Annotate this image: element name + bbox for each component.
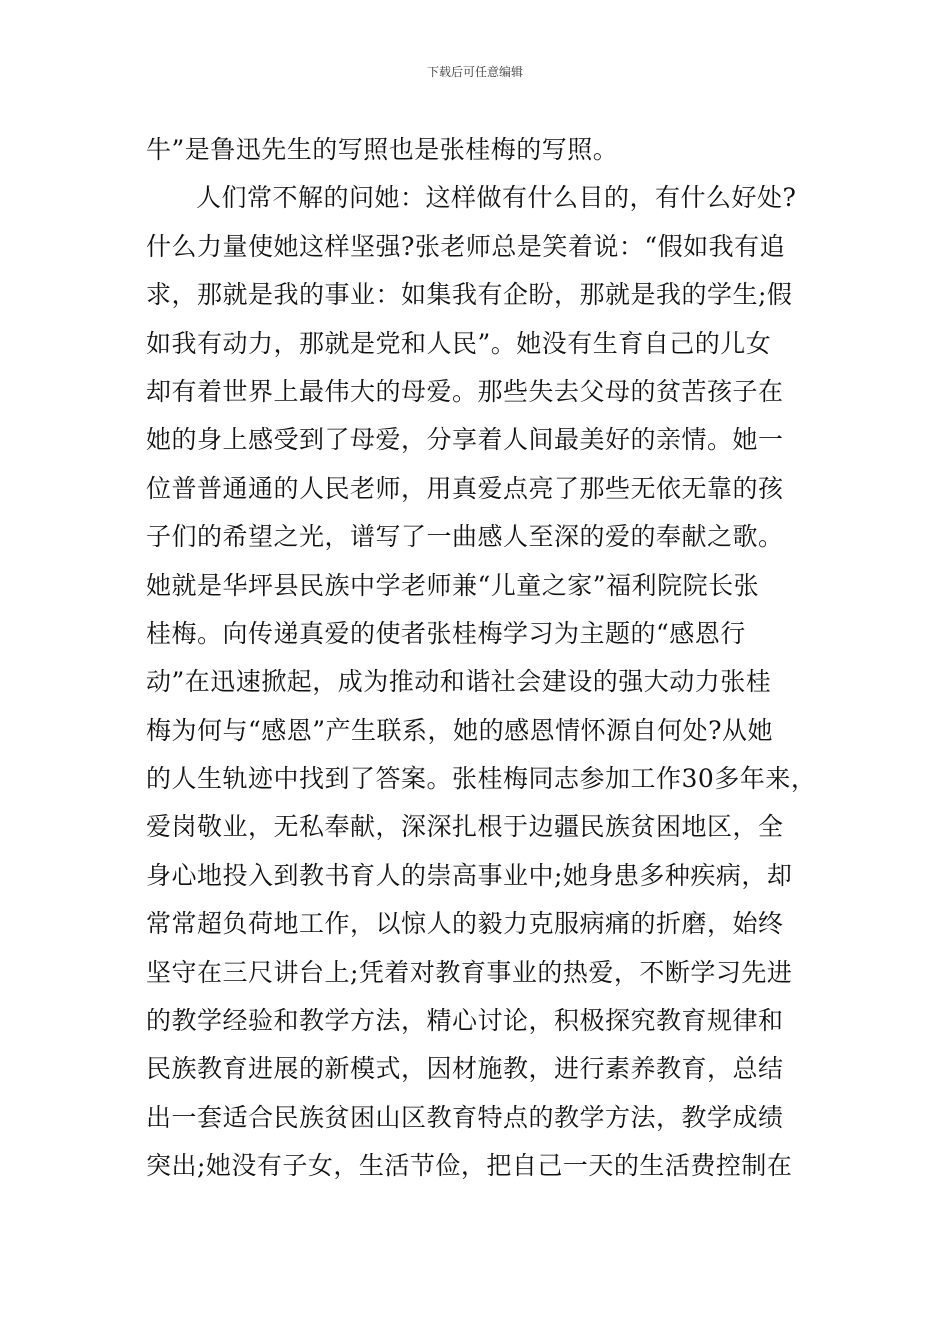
text-line: 子们的希望之光，谱写了一曲感人至深的爱的奉献之歌。: [146, 522, 784, 552]
text-line: 出一套适合民族贫困山区教育特点的教学方法，教学成绩: [146, 1102, 784, 1132]
text-line: 人们常不解的问她：这样做有什么目的，有什么好处?: [196, 183, 797, 213]
text-line: 牛”是鲁迅先生的写照也是张桂梅的写照。: [146, 135, 619, 164]
text-line: 的教学经验和教学方法，精心讨论，积极探究教育规律和: [146, 1006, 784, 1036]
page-header: 下载后可任意编辑: [426, 65, 523, 79]
text-line: 求，那就是我的事业：如集我有企盼，那就是我的学生;假: [146, 280, 793, 310]
text-line: 常常超负荷地工作，以惊人的毅力克服病痛的折磨，始终: [146, 909, 784, 939]
text-line: 却有着世界上最伟大的母爱。那些失去父母的贫苦孩子在: [146, 376, 784, 406]
text-line: 如我有动力，那就是党和人民”。她没有生育自己的儿女: [146, 328, 772, 358]
text-line: 梅为何与“感恩”产生联系，她的感恩情怀源自何处?从她: [146, 715, 773, 745]
text-line: 的人生轨迹中找到了答案。张桂梅同志参加工作30多年来，: [146, 764, 817, 794]
text-line: 桂梅。向传递真爱的使者张桂梅学习为主题的“感恩行: [146, 618, 746, 648]
text-line: 坚守在三尺讲台上;凭着对教育事业的热爱，不断学习先进: [146, 957, 793, 987]
text-line: 身心地投入到教书育人的崇高事业中;她身患多种疾病，却: [146, 860, 793, 890]
text-line: 位普普通通的人民老师，用真爱点亮了那些无依无靠的孩: [146, 473, 784, 503]
text-line: 民族教育进展的新模式，因材施教，进行素养教育，总结: [146, 1054, 784, 1084]
text-line: 她的身上感受到了母爱，分享着人间最美好的亲情。她一: [146, 425, 784, 455]
text-line: 什么力量使她这样坚强?张老师总是笑着说：“假如我有追: [146, 231, 786, 261]
document-body: [146, 126, 817, 1191]
text-line: 动”在迅速掀起，成为推动和谐社会建设的强大动力张桂: [146, 667, 772, 697]
text-line: 突出;她没有子女，生活节俭，把自己一天的生活费控制在: [146, 1151, 793, 1181]
text-line: 爱岗敬业，无私奉献，深深扎根于边疆民族贫困地区，全: [146, 812, 784, 842]
text-line: 她就是华坪县民族中学老师兼“儿童之家”福利院院长张: [146, 570, 760, 600]
